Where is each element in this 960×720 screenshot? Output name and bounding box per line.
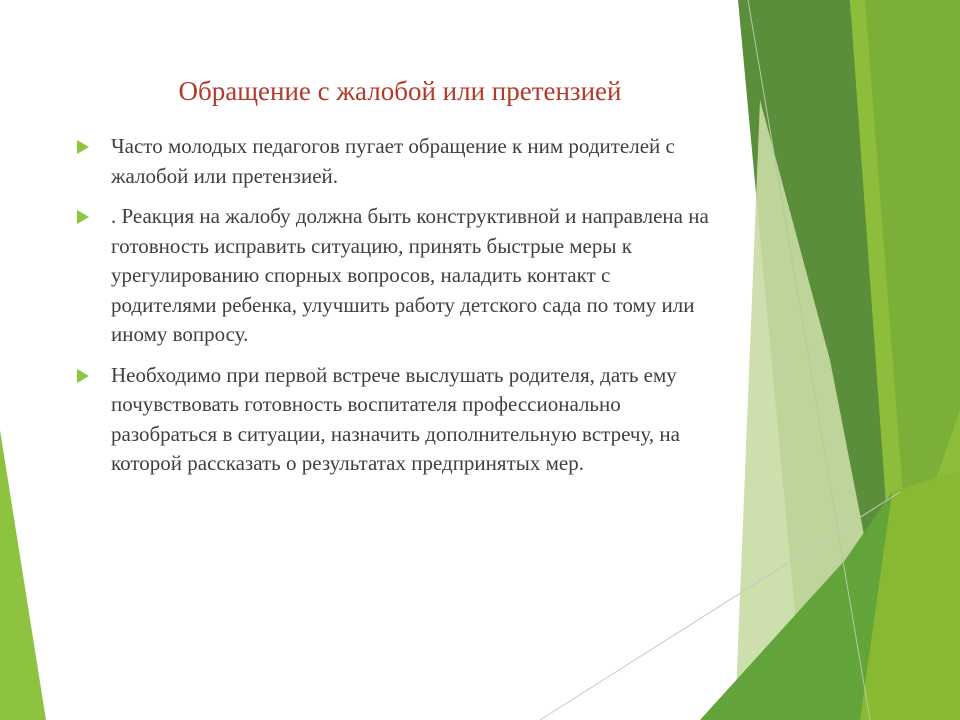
bullet-text: . Реакция на жалобу должна быть конструктивной и направлена на готовность исправить ситуацию, принять быстрые меры к урегулированию спорных вопросов, наладить контакт с родителями ребенка, улучшить работу детского сада по тому или иному вопросу. xyxy=(111,204,709,346)
slide-title: Обращение с жалобой или претензией xyxy=(178,76,622,106)
bullet-text: Часто молодых педагогов пугает обращение к ним родителей с жалобой или претензией. xyxy=(111,134,675,188)
bullet-item xyxy=(70,361,720,479)
triangle-right-icon xyxy=(77,140,89,154)
bullet-list xyxy=(70,132,720,490)
bullet-text: Необходимо при первой встрече выслушать родителя, дать ему почувствовать готовность воспитателя профессионально разобраться в ситуации, назначить дополнительную встречу, на которой рассказать о результатах предпринятых мер. xyxy=(111,362,680,475)
triangle-right-icon xyxy=(77,210,89,224)
left-green-wedge xyxy=(0,430,46,720)
bullet-item xyxy=(70,132,720,191)
bullet-item xyxy=(70,202,720,350)
triangle-right-icon xyxy=(77,369,89,383)
